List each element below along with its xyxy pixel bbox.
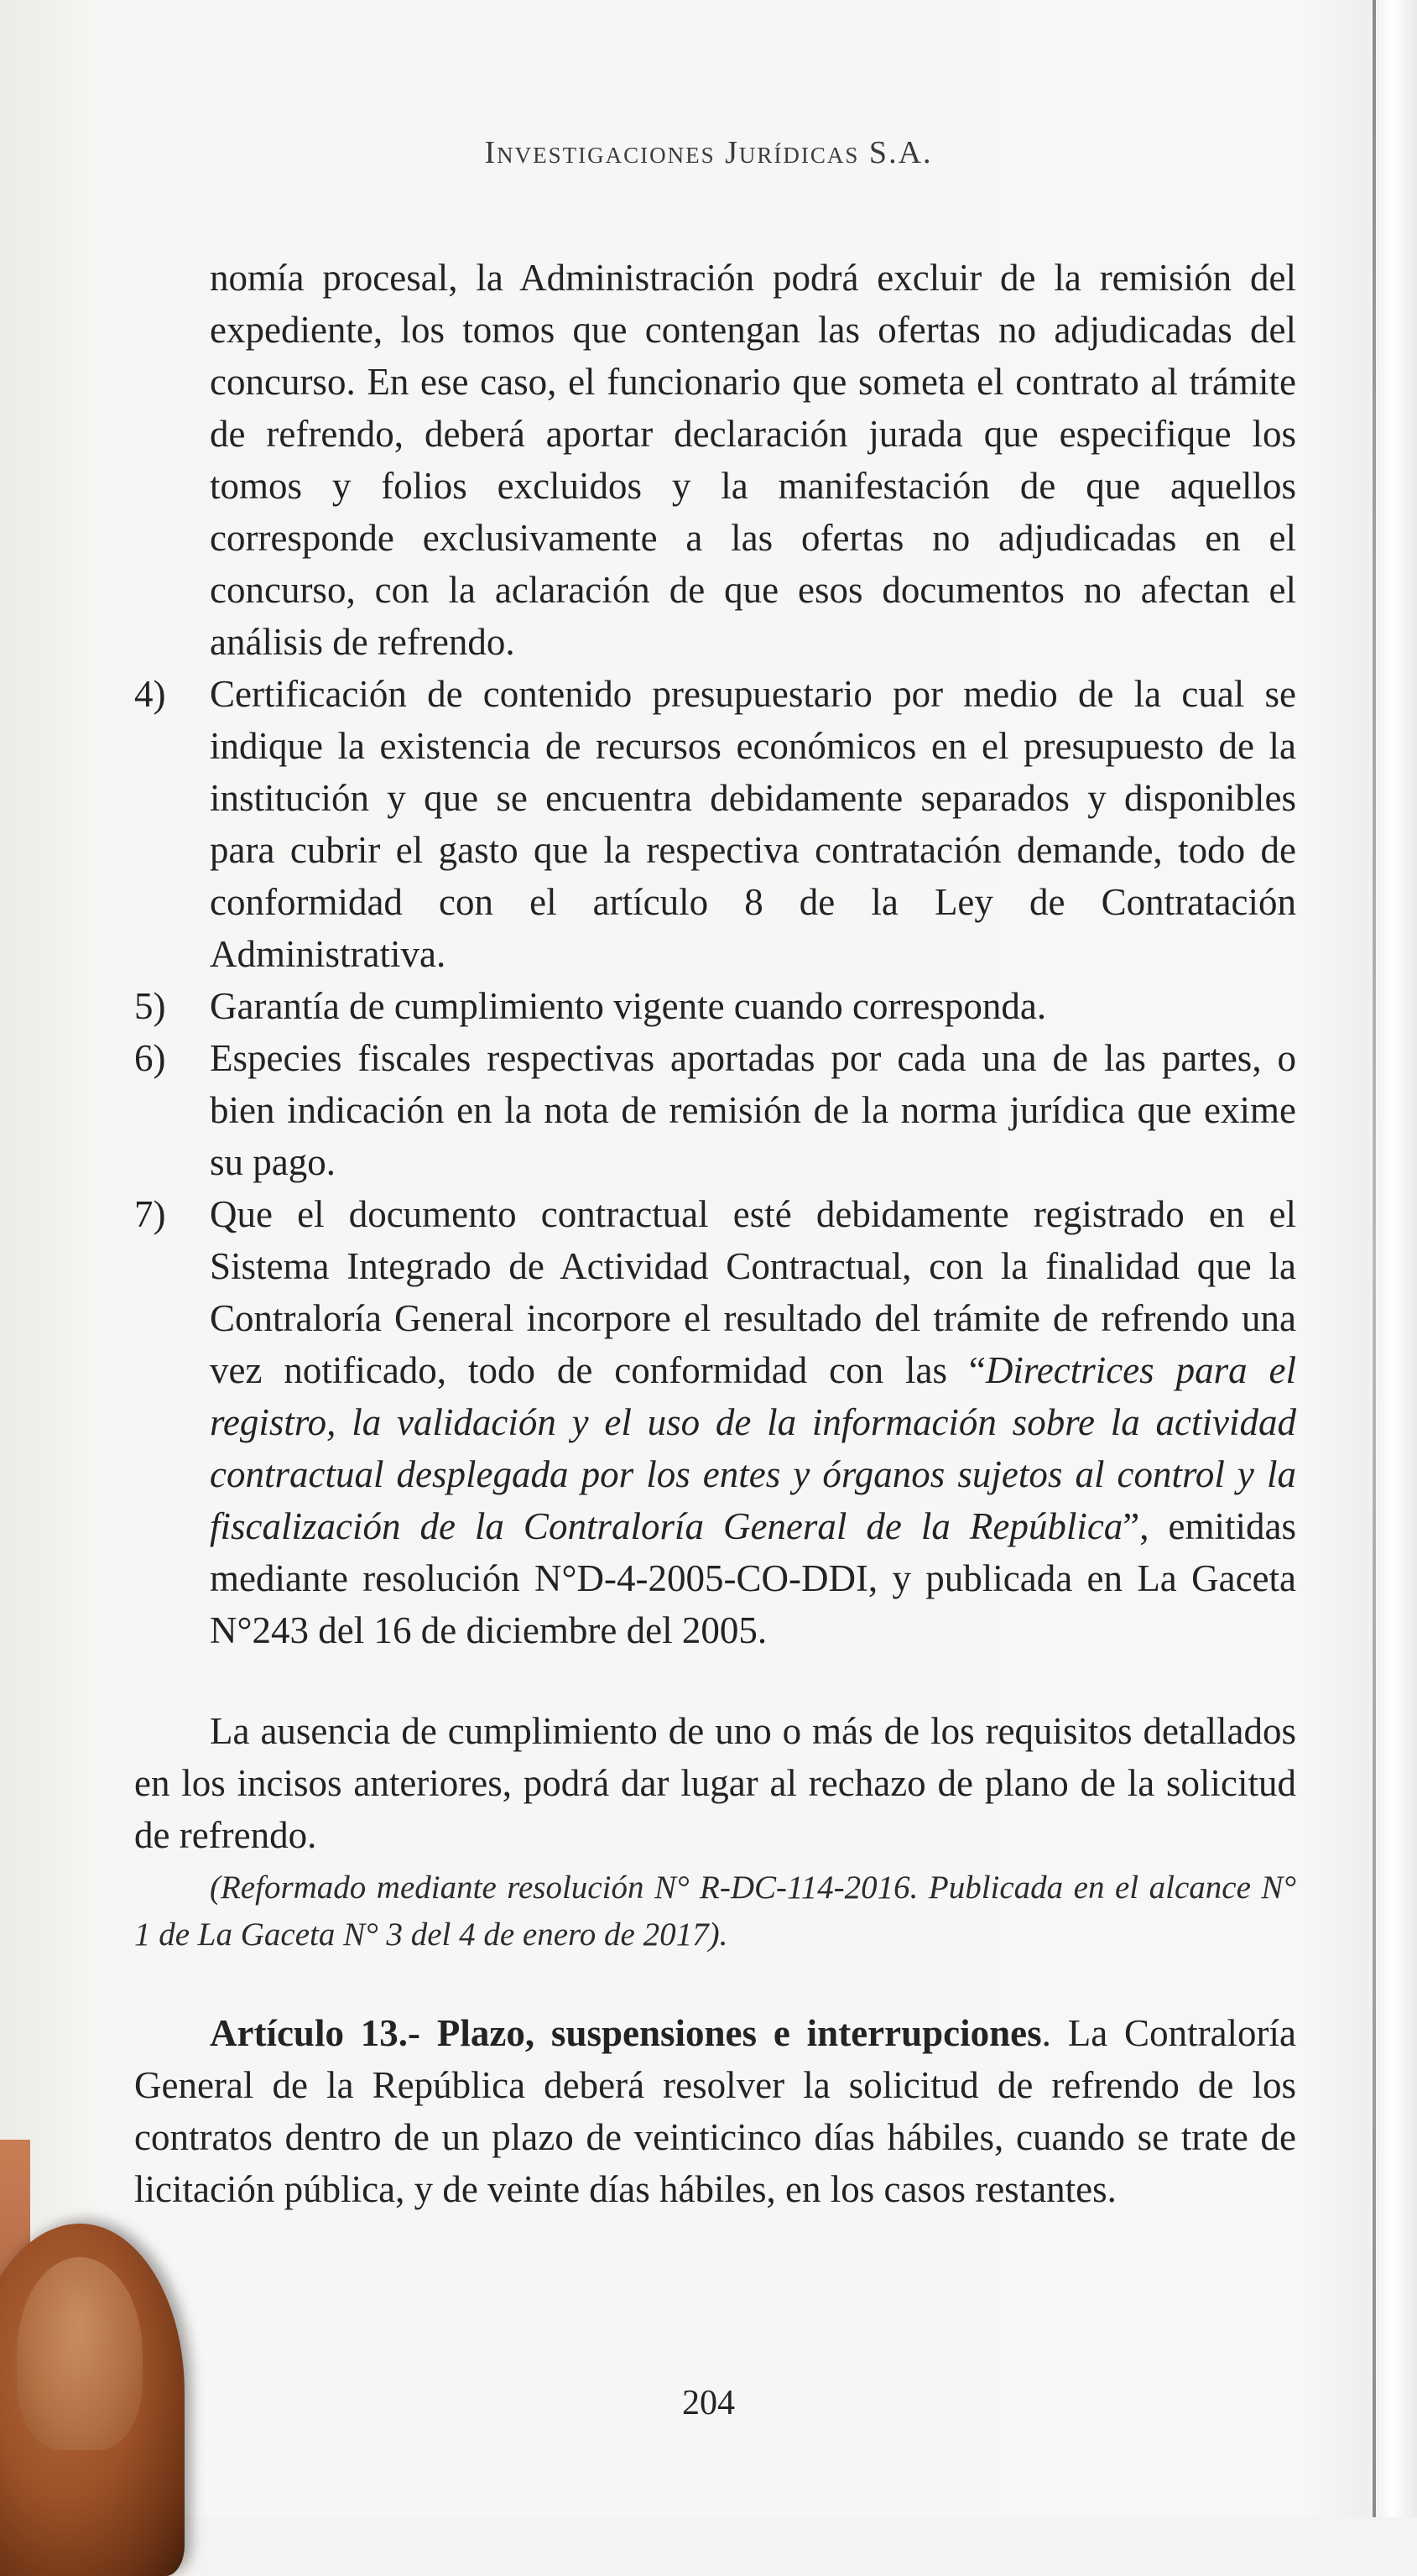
directrices-title: Directrices para el registro, la validación y el uso de la información sobre la actividad contractual desplegada por los entes y órganos sujetos al control y la fiscalización de la Contraloría General de la República (210, 1349, 1296, 1547)
list-item-text: Certificación de contenido presupuestario por medio de la cual se indique la existencia de recursos económicos en el presupuesto de la institución y que se encuentra debidamente separados y disponibles para cubrir el gasto que la respectiva contratación demande, todo de conformidad con el artículo 8 de la Ley de Contratación Administrativa. (210, 673, 1296, 975)
continuation-paragraph: nomía procesal, la Administración podrá excluir de la remisión del expediente, los tomos que contengan las ofertas no adjudicadas del concurso. En ese caso, el funcionario que someta el contrato al trámite de refrendo, deberá aportar declaración jurada que especifique los tomos y folios excluidos y la manifestación de que aquellos corresponde exclusivamente a las ofertas no adjudicadas en el concurso, con la aclaración de que esos documentos no afectan el análisis de refrendo. (210, 257, 1296, 663)
article-title: Artículo 13.- Plazo, suspensiones e interrupciones (210, 2012, 1042, 2054)
page-number: 204 (682, 2384, 735, 2422)
list-item-text (210, 1188, 1296, 1656)
page-body (134, 252, 1296, 2215)
list-item-number: 7) (134, 1193, 166, 1235)
list-item-text: Garantía de cumplimiento vigente cuando corresponda. (210, 985, 1047, 1027)
reform-note: (Reformado mediante resolución N° R-DC-114-2016. Publicada en el alcance N° 1 de La Gaceta N° 3 del 4 de enero de 2017). (134, 1869, 1296, 1953)
list-item (134, 1188, 1296, 1656)
article-13 (134, 2007, 1296, 2215)
list-item-number: 4) (134, 673, 166, 715)
list-item-number: 5) (134, 985, 166, 1027)
closing-paragraph: La ausencia de cumplimiento de uno o más de los requisitos detallados en los incisos anteriores, podrá dar lugar al rechazo de plano de la solicitud de refrendo. (134, 1710, 1296, 1856)
thumbnail-highlight (17, 2257, 143, 2450)
list-item-number: 6) (134, 1037, 166, 1079)
list-item-text-start: Que el documento contractual esté debidamente registrado en el Sistema Integrado de Actividad Contractual, con la finalidad que la Contraloría General incorpore el resultado del trámite de refrendo una vez notificado, todo de conformidad con las “ (210, 1193, 1296, 1391)
running-header: Investigaciones Jurídicas S.A. (484, 135, 933, 170)
list-item-text-end: ”, emitidas mediante resolución N°D-4-2005-CO-DDI, y publicada en La Gaceta N°243 del 16 de diciembre del 2005. (210, 1505, 1296, 1651)
list-item (134, 1032, 1296, 1188)
page-edge-shadow (1377, 0, 1417, 2517)
book-spine-edge (1373, 0, 1376, 2517)
article-text: . La Contraloría General de la República deberá resolver la solicitud de refrendo de los contratos dentro de un plazo de veinticinco días hábiles, cuando se trate de licitación pública, y de veinte días hábiles, en los casos restantes. (134, 2012, 1297, 2210)
list-item (134, 980, 1296, 1032)
list-item-text: Especies fiscales respectivas aportadas por cada una de las partes, o bien indicación en la nota de remisión de la norma jurídica que exime su pago. (210, 1037, 1296, 1183)
list-item (134, 668, 1296, 980)
